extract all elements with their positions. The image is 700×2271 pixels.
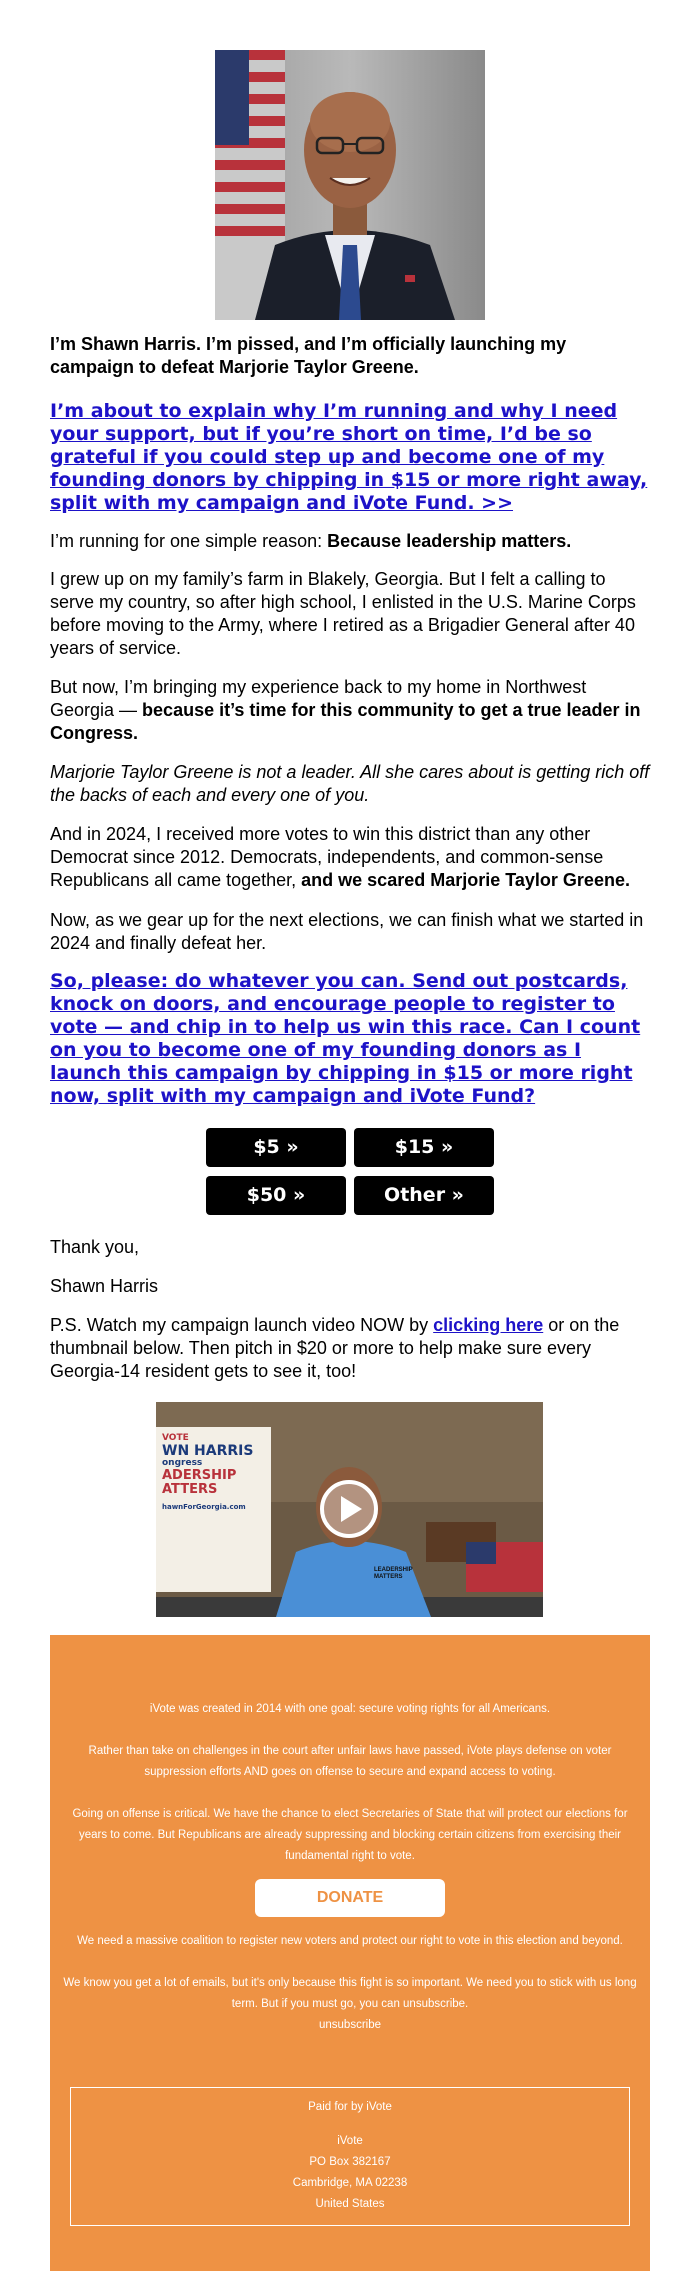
unsubscribe-link[interactable]: unsubscribe [318,2019,381,2031]
votes-text [50,823,650,892]
footer-p1: iVote was created in 2014 with one goal: secure voting rights for all Americans. [149,1703,551,1715]
footer-p4: We need a massive coalition to register new voters and protect our right to vote in this election and beyond. [77,1935,623,1947]
sign-line-4: ADERSHIP [162,1468,237,1484]
address-line-3: Cambridge, MA 02238 [292,2177,408,2189]
thanks-text: Thank you, [50,1237,140,1257]
story-text: I grew up on my family’s farm in Blakely, Georgia. But I felt a calling to serve my country, so after high school, I enlisted in the U.S. Marine Corps before moving to the Army, where I retired as a Brigadier General after 40 years of service. [50,569,636,658]
footer-p5: We know you get a lot of emails, but it's only because this fight is so important. We need you to stick with us long term. But if you must go, you can unsubscribe. [63,1977,637,2010]
donate-50-button[interactable]: $50 » [206,1176,346,1215]
intro-text: I’m Shawn Harris. I’m pissed, and I’m officially launching my campaign to defeat Marjorie Taylor Greene. [50,334,567,377]
address-line-1: iVote [337,2135,363,2147]
donate-5-button[interactable]: $5 » [206,1128,346,1167]
ps-before: P.S. Watch my campaign launch video NOW by [50,1315,434,1335]
back-bold: because it’s time for this community to get a true leader in Congress. [50,700,641,743]
address-line-2: PO Box 382167 [309,2156,391,2168]
ivote-footer [50,1635,650,2271]
votes-plain: And in 2024, I received more votes to win this district than any other Democrat since 2012. Democrats, independents, and common-sense Republicans all came together, [50,824,604,890]
address-line-4: United States [315,2198,385,2210]
ps-after: or on the thumbnail below. Then pitch in $20 or more to help make sure every Georgia-14 resident gets to see it, too! [50,1315,620,1381]
sign-line-1: VOTE [162,1433,189,1443]
shirt-text: LEADERSHIP MATTERS [374,1567,413,1580]
paid-for-box [70,2087,630,2226]
back-plain: But now, I’m bringing my experience back to my home in Northwest Georgia — [50,677,587,720]
sign-line-6: hawnForGeorgia.com [162,1502,246,1511]
votes-bold: and we scared Marjorie Taylor Greene. [301,870,630,890]
mtg-text: Marjorie Taylor Greene is not a leader. All she cares about is getting rich off the backs of each and every one of you. [50,762,650,805]
donate-button[interactable]: DONATE [255,1879,445,1917]
reason-text [50,530,650,553]
donate-link-2[interactable]: So, please: do whatever you can. Send out postcards, knock on doors, and encourage people to register to vote — and chip in to help us win this race. Can I count on you to become one of my founding donors as I launch this campaign by chipping in $15 or more right now, split with my campaign and iVote Fund? [50,970,641,1107]
donate-link-1[interactable]: I’m about to explain why I’m running and why I need your support, but if you’re short on time, I’d be so grateful if you could step up and become one of my founding donors by chipping in $15 or more right away, split with my campaign and iVote Fund. >> [50,400,648,514]
video-thumbnail[interactable] [156,1402,543,1617]
paid-for-text: Paid for by iVote [308,2101,392,2113]
video-link[interactable]: clicking here [433,1315,544,1335]
ps-text [50,1314,650,1383]
donate-other-button[interactable]: Other » [354,1176,494,1215]
footer-p2: Rather than take on challenges in the court after unfair laws have passed, iVote plays defense on voter suppression efforts AND goes on offense to secure and expand access to voting. [88,1745,612,1778]
footer-p3: Going on offense is critical. We have the chance to elect Secretaries of State that will protect our elections for years to come. But Republicans are already suppressing and blocking certain citizens from exercising their fundamental right to vote. [72,1808,628,1862]
reason-bold: Because leadership matters. [327,531,572,551]
now-text: Now, as we gear up for the next elections, we can finish what we started in 2024 and finally defeat her. [50,910,644,953]
sign-line-3: ongress [162,1458,203,1469]
donate-15-button[interactable]: $15 » [354,1128,494,1167]
reason-plain: I’m running for one simple reason: [50,531,328,551]
signature-text: Shawn Harris [50,1276,159,1296]
sign-line-5: ATTERS [162,1482,218,1498]
candidate-photo [215,50,485,320]
sign-line-2: WN HARRIS [162,1442,254,1459]
back-home-text [50,676,650,745]
